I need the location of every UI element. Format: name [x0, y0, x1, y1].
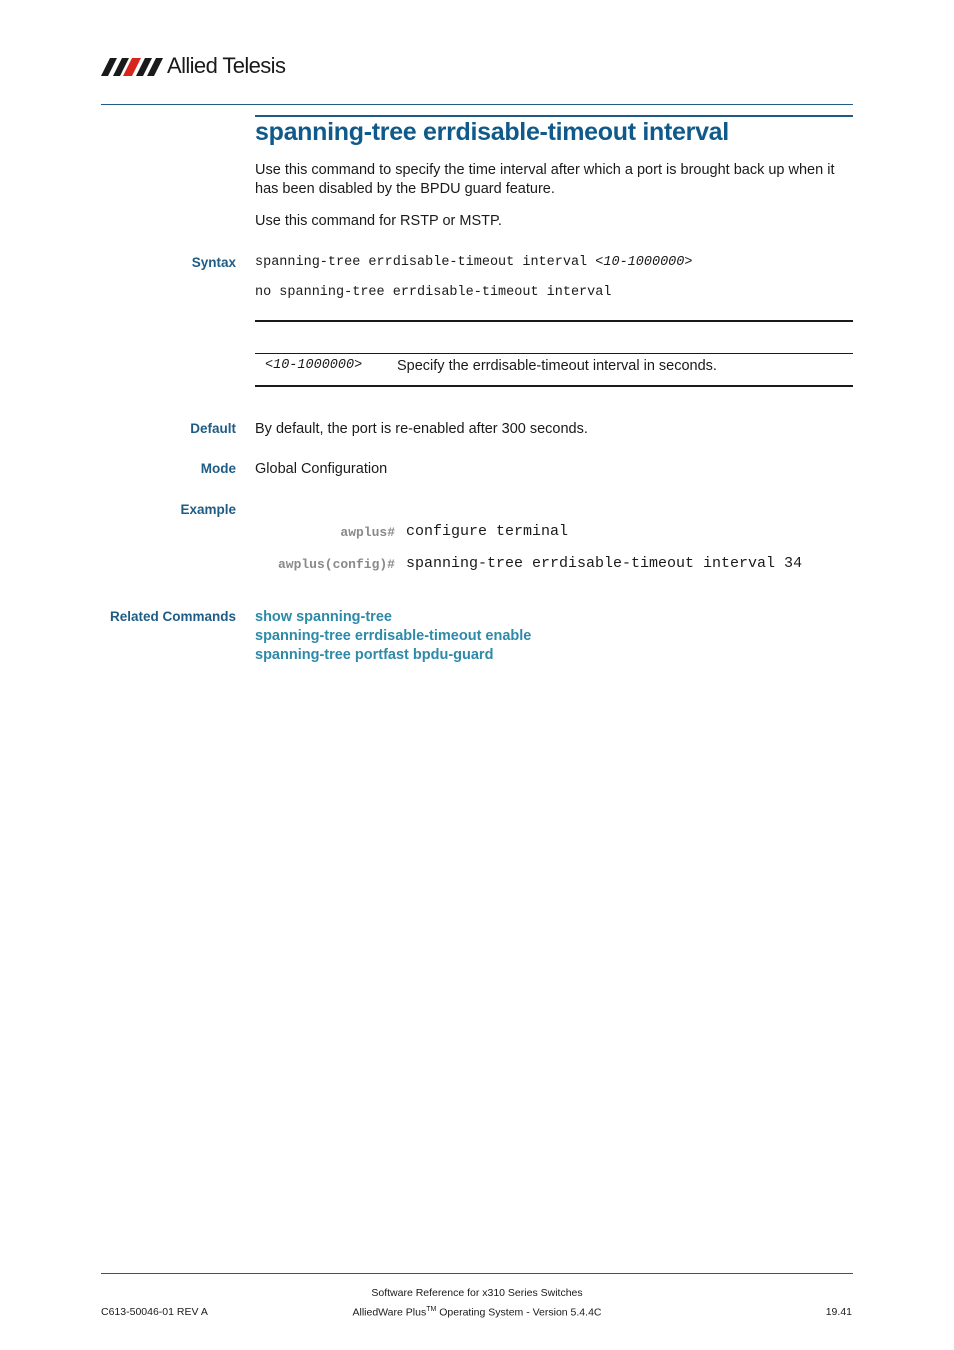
related-link-show-spanning-tree[interactable]: show spanning-tree: [255, 609, 392, 625]
default-text: By default, the port is re-enabled after 300 seconds.: [255, 421, 588, 437]
intro-paragraph-1: Use this command to specify the time interval after which a port is brought back up when it has been disabled by the BPDU guard feature.: [255, 162, 835, 197]
header-divider: [101, 104, 853, 105]
mode-label: Mode: [200, 461, 236, 476]
example-prompt-1: awplus#: [340, 525, 395, 540]
example-label: Example: [180, 502, 236, 517]
logo-wordmark: Allied Telesis: [167, 53, 286, 78]
syntax-line-2: no spanning-tree errdisable-timeout interval: [255, 285, 612, 300]
default-label: Default: [190, 421, 236, 436]
example-command-1: configure terminal: [406, 523, 569, 540]
footer-line-1: Software Reference for x310 Series Switches: [371, 1287, 583, 1299]
param-name: <10-1000000>: [265, 358, 363, 373]
intro-paragraph-2: Use this command for RSTP or MSTP.: [255, 213, 502, 229]
footer-doc-id: C613-50046-01 REV A: [101, 1306, 208, 1318]
related-link-portfast-bpdu-guard[interactable]: spanning-tree portfast bpdu-guard: [255, 647, 494, 663]
footer-os-version: Operating System - Version 5.4.4C: [436, 1306, 602, 1319]
syntax-command: spanning-tree errdisable-timeout interval: [255, 255, 596, 270]
title-rule: [255, 115, 853, 117]
allied-telesis-logo-icon: [101, 56, 163, 76]
table-header-rule: [255, 353, 853, 354]
syntax-line-1: [255, 255, 692, 270]
syntax-parameter: <10-1000000>: [595, 255, 693, 270]
footer-divider: [101, 1273, 853, 1274]
param-description: Specify the errdisable-timeout interval in seconds.: [397, 358, 717, 374]
page-title: spanning-tree errdisable-timeout interval: [255, 118, 729, 146]
syntax-label: Syntax: [191, 255, 236, 270]
footer-line-2: [0, 1306, 954, 1319]
brand-logo: [101, 52, 285, 80]
footer-page-number: 19.41: [825, 1306, 852, 1318]
footer-product: AlliedWare Plus: [352, 1306, 427, 1319]
example-command-2: spanning-tree errdisable-timeout interval 34: [406, 555, 803, 572]
mode-text: Global Configuration: [255, 461, 388, 477]
footer-trademark: TM: [426, 1306, 437, 1313]
related-commands-label: Related Commands: [109, 609, 236, 624]
table-top-rule: [255, 320, 853, 322]
related-link-errdisable-timeout-enable[interactable]: spanning-tree errdisable-timeout enable: [255, 628, 532, 644]
table-bottom-rule: [255, 385, 853, 387]
related-commands-list: [255, 608, 531, 665]
example-prompt-2: awplus(config)#: [277, 557, 395, 572]
